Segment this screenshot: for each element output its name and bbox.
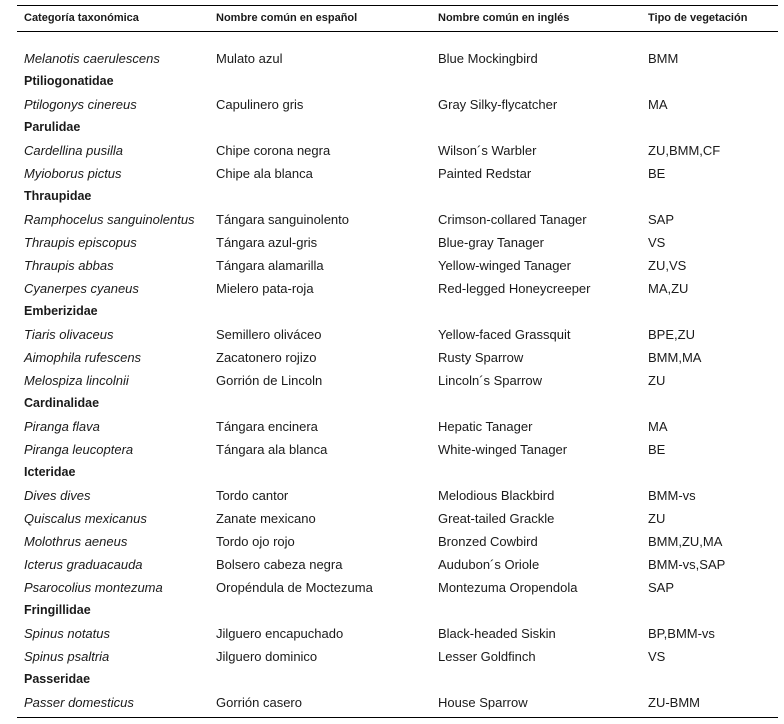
english-name-cell: House Sparrow	[438, 695, 528, 710]
vegetation-type-cell: BE	[648, 166, 666, 181]
vegetation-type-cell: ZU,VS	[648, 258, 687, 273]
table-top-rule	[17, 5, 778, 6]
table-row	[0, 553, 784, 576]
scientific-name-cell: Molothrus aeneus	[24, 534, 128, 549]
scientific-name-cell: Ptilogonys cinereus	[24, 97, 137, 112]
english-name-cell: Black-headed Siskin	[438, 626, 556, 641]
vegetation-type-cell: BP,BMM-vs	[648, 626, 715, 641]
table-body	[0, 47, 784, 714]
english-name-cell: Yellow-winged Tanager	[438, 258, 571, 273]
english-name-cell: Crimson-collared Tanager	[438, 212, 587, 227]
table-row	[0, 415, 784, 438]
family-row	[0, 599, 784, 622]
vegetation-type-cell: MA,ZU	[648, 281, 689, 296]
spanish-name-cell: Zacatonero rojizo	[216, 350, 317, 365]
spanish-name-cell: Mulato azul	[216, 51, 283, 66]
table-header-rule	[17, 31, 778, 32]
family-name-cell: Cardinalidae	[24, 396, 100, 410]
vegetation-type-cell: BMM	[648, 51, 679, 66]
family-name-cell: Thraupidae	[24, 189, 92, 203]
vegetation-type-cell: VS	[648, 649, 666, 664]
vegetation-type-cell: ZU	[648, 511, 666, 526]
vegetation-type-cell: ZU	[648, 373, 666, 388]
table-bottom-rule	[17, 717, 778, 718]
spanish-name-cell: Mielero pata-roja	[216, 281, 314, 296]
table-row	[0, 622, 784, 645]
english-name-cell: Wilson´s Warbler	[438, 143, 537, 158]
vegetation-type-cell: ZU-BMM	[648, 695, 700, 710]
spanish-name-cell: Capulinero gris	[216, 97, 304, 112]
table-row	[0, 93, 784, 116]
spanish-name-cell: Tángara azul-gris	[216, 235, 318, 250]
vegetation-type-cell: BMM,MA	[648, 350, 702, 365]
vegetation-type-cell: BE	[648, 442, 666, 457]
table-row	[0, 438, 784, 461]
header-english-name: Nombre común en inglés	[438, 12, 570, 24]
header-vegetation-type: Tipo de vegetación	[648, 12, 748, 24]
table-row	[0, 691, 784, 714]
table-row	[0, 208, 784, 231]
scientific-name-cell: Quiscalus mexicanus	[24, 511, 147, 526]
spanish-name-cell: Gorrión casero	[216, 695, 302, 710]
vegetation-type-cell: MA	[648, 97, 668, 112]
scientific-name-cell: Aimophila rufescens	[24, 350, 142, 365]
scientific-name-cell: Melanotis caerulescens	[24, 51, 160, 66]
scientific-name-cell: Cyanerpes cyaneus	[24, 281, 139, 296]
table-header	[0, 8, 784, 30]
english-name-cell: Red-legged Honeycreeper	[438, 281, 591, 296]
family-row	[0, 70, 784, 93]
english-name-cell: Bronzed Cowbird	[438, 534, 538, 549]
vegetation-type-cell: SAP	[648, 212, 675, 227]
family-row	[0, 392, 784, 415]
english-name-cell: Audubon´s Oriole	[438, 557, 540, 572]
family-row	[0, 300, 784, 323]
english-name-cell: Montezuma Oropendola	[438, 580, 578, 595]
scientific-name-cell: Piranga flava	[24, 419, 100, 434]
spanish-name-cell: Chipe ala blanca	[216, 166, 313, 181]
table-row	[0, 323, 784, 346]
english-name-cell: Blue-gray Tanager	[438, 235, 544, 250]
table-row	[0, 277, 784, 300]
table-row	[0, 645, 784, 668]
table-row	[0, 346, 784, 369]
spanish-name-cell: Jilguero encapuchado	[216, 626, 344, 641]
vegetation-type-cell: BMM-vs	[648, 488, 696, 503]
spanish-name-cell: Tángara alamarilla	[216, 258, 324, 273]
spanish-name-cell: Tángara sanguinolento	[216, 212, 349, 227]
scientific-name-cell: Cardellina pusilla	[24, 143, 123, 158]
family-name-cell: Fringillidae	[24, 603, 91, 617]
spanish-name-cell: Tordo cantor	[216, 488, 289, 503]
english-name-cell: Yellow-faced Grassquit	[438, 327, 571, 342]
vegetation-type-cell: BMM,ZU,MA	[648, 534, 723, 549]
english-name-cell: Lincoln´s Sparrow	[438, 373, 543, 388]
spanish-name-cell: Semillero oliváceo	[216, 327, 322, 342]
spanish-name-cell: Oropéndula de Moctezuma	[216, 580, 373, 595]
english-name-cell: Melodious Blackbird	[438, 488, 555, 503]
english-name-cell: White-winged Tanager	[438, 442, 568, 457]
family-row	[0, 185, 784, 208]
english-name-cell: Painted Redstar	[438, 166, 532, 181]
scientific-name-cell: Tiaris olivaceus	[24, 327, 114, 342]
spanish-name-cell: Tordo ojo rojo	[216, 534, 295, 549]
scientific-name-cell: Myioborus pictus	[24, 166, 122, 181]
scientific-name-cell: Passer domesticus	[24, 695, 134, 710]
spanish-name-cell: Tángara encinera	[216, 419, 318, 434]
english-name-cell: Great-tailed Grackle	[438, 511, 555, 526]
table-row	[0, 507, 784, 530]
spanish-name-cell: Jilguero dominico	[216, 649, 318, 664]
spanish-name-cell: Chipe corona negra	[216, 143, 331, 158]
scientific-name-cell: Melospiza lincolnii	[24, 373, 129, 388]
vegetation-type-cell: MA	[648, 419, 668, 434]
spanish-name-cell: Tángara ala blanca	[216, 442, 328, 457]
family-name-cell: Passeridae	[24, 672, 91, 686]
english-name-cell: Hepatic Tanager	[438, 419, 533, 434]
family-row	[0, 668, 784, 691]
spanish-name-cell: Zanate mexicano	[216, 511, 316, 526]
scientific-name-cell: Icterus graduacauda	[24, 557, 143, 572]
scientific-name-cell: Spinus psaltria	[24, 649, 110, 664]
table-row	[0, 162, 784, 185]
table-row	[0, 530, 784, 553]
family-name-cell: Icteridae	[24, 465, 76, 479]
scientific-name-cell: Ramphocelus sanguinolentus	[24, 212, 195, 227]
scientific-name-cell: Thraupis abbas	[24, 258, 114, 273]
scientific-name-cell: Piranga leucoptera	[24, 442, 134, 457]
table-row	[0, 369, 784, 392]
vegetation-type-cell: BMM-vs,SAP	[648, 557, 726, 572]
vegetation-type-cell: ZU,BMM,CF	[648, 143, 721, 158]
table-row	[0, 254, 784, 277]
scientific-name-cell: Spinus notatus	[24, 626, 111, 641]
english-name-cell: Blue Mockingbird	[438, 51, 538, 66]
family-name-cell: Ptiliogonatidae	[24, 74, 114, 88]
family-row	[0, 461, 784, 484]
vegetation-type-cell: SAP	[648, 580, 675, 595]
spanish-name-cell: Gorrión de Lincoln	[216, 373, 323, 388]
header-category: Categoría taxonómica	[24, 12, 139, 24]
vegetation-type-cell: BPE,ZU	[648, 327, 695, 342]
spanish-name-cell: Bolsero cabeza negra	[216, 557, 343, 572]
table-row	[0, 139, 784, 162]
english-name-cell: Rusty Sparrow	[438, 350, 524, 365]
scientific-name-cell: Thraupis episcopus	[24, 235, 137, 250]
table-row	[0, 47, 784, 70]
english-name-cell: Gray Silky-flycatcher	[438, 97, 558, 112]
table-row	[0, 231, 784, 254]
family-row	[0, 116, 784, 139]
scientific-name-cell: Psarocolius montezuma	[24, 580, 163, 595]
table-row	[0, 484, 784, 507]
table-row	[0, 576, 784, 599]
english-name-cell: Lesser Goldfinch	[438, 649, 536, 664]
family-name-cell: Parulidae	[24, 120, 81, 134]
vegetation-type-cell: VS	[648, 235, 666, 250]
scientific-name-cell: Dives dives	[24, 488, 91, 503]
family-name-cell: Emberizidae	[24, 304, 98, 318]
header-spanish-name: Nombre común en español	[216, 12, 358, 24]
